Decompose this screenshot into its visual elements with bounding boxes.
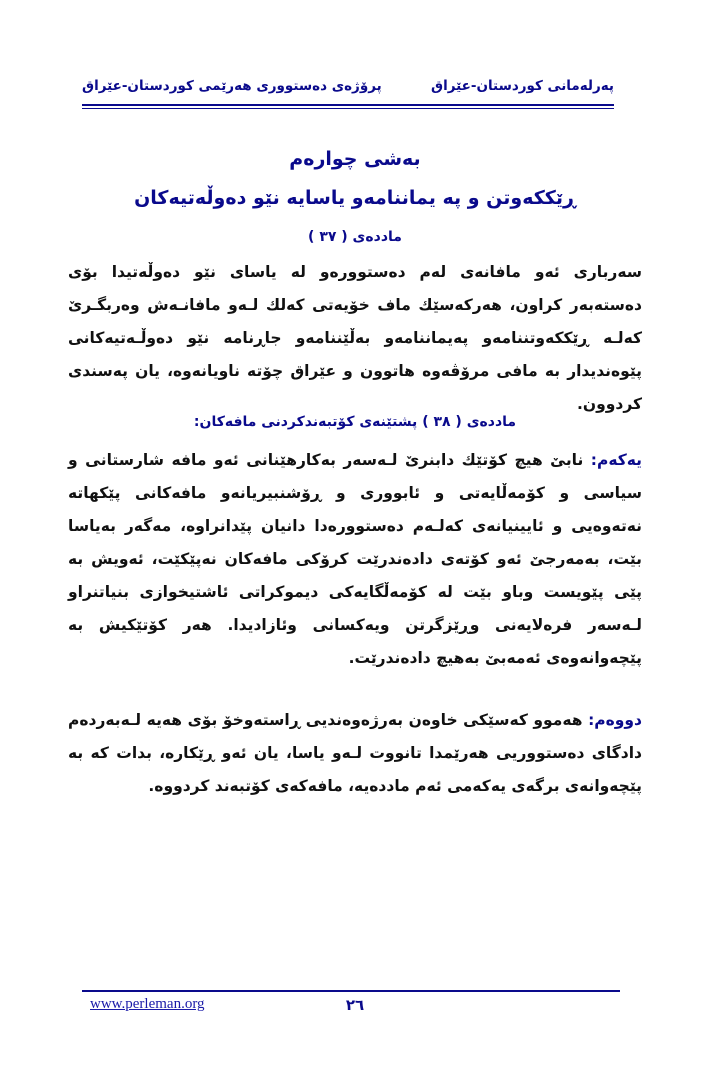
clause-2-label: دووەم: xyxy=(588,711,642,729)
article-38-clause-2 xyxy=(68,704,642,803)
article-37-heading: ماددەی ( ٣٧ ) xyxy=(308,229,402,245)
clause-2-text: هەموو کەسێکی خاوەن بەرژەوەندیی ڕاستەوخۆ بۆی هەیە لـەبەردەم دادگای دەستووریی هەرێمدا تانووت لـەو یاسا، یان ئەو ڕێکارە، بدات کە بە پێچەوانەی برگەی یەکەمی ئەم ماددەیە، مافەکەی کۆتبەند کردووە. xyxy=(68,711,642,795)
part-title: بەشی چوارەم xyxy=(289,148,421,170)
chapter-title: ڕێککەوتن و پە یماننامەو یاسایە نێو دەوڵەتیەکان xyxy=(134,187,576,209)
header-divider xyxy=(82,104,614,106)
clause-1-text: نابێ هیچ کۆتێك دابنرێ لـەسەر بەکارهێنانی ئەو مافە شارستانی و سیاسی و کۆمەڵایەتی و ئابووری و ڕۆشنبیریانەو مافەکانی پێکهاتە نەتەوەیی و ئایینیانەی کەلـەم دەستوورەدا دانیان پێدانراوە، مەگەر بەیاسا بێت، بەمەرجێ ئەو کۆتەی دادەندرێت کرۆکی مافەکان نەپێکێت، ئەویش بە پێی پێویست وباو بێت لە کۆمەڵگایەکی دیموکراتی ئاشتیخوازی بنیاتنراو لـەسەر فرەلایەنی وڕێزگرتن ویەکسانی وئازادیدا. هەر کۆتێکیش بە پێچەوانەوەی ئەمەبێ بەهیچ دادەندرێت. xyxy=(68,451,642,667)
website-link[interactable]: www.perleman.org xyxy=(90,996,205,1012)
header-divider-thin xyxy=(82,108,614,109)
article-38-heading: ماددەی ( ٣٨ ) پشتێنەی کۆتبەندکردنی مافەکان: xyxy=(193,414,517,430)
article-37-text: سەرباری ئەو مافانەی لەم دەستوورەو لە یاسای نێو دەوڵەتیدا بۆی دەستەبەر کراون، هەرکەسێك ماف خۆیەتی کەلك لـەو مافانـەش وەربگـرێ کەلـە ڕێککەوتننامەو پەیماننامەو بەڵێننامەو جاڕنامە نێو دەوڵـەتیەکانی پێوەندیدار بە مافی مرۆڤەوە هاتوون و عێراق چۆتە ناویانەوە، یان پەسندی کردوون. xyxy=(68,263,642,413)
header-parliament-name: پەرلەمانی کوردستان-عێراق xyxy=(431,78,614,94)
header-document-title: پرۆژەی دەستووری هەرێمی کوردستان-عێراق xyxy=(82,78,382,94)
page-number: ٢٦ xyxy=(345,996,365,1014)
clause-1-label: یەکەم: xyxy=(590,451,642,469)
article-38-clause-1 xyxy=(68,444,642,675)
footer-divider xyxy=(82,990,620,992)
page-header xyxy=(82,78,614,102)
